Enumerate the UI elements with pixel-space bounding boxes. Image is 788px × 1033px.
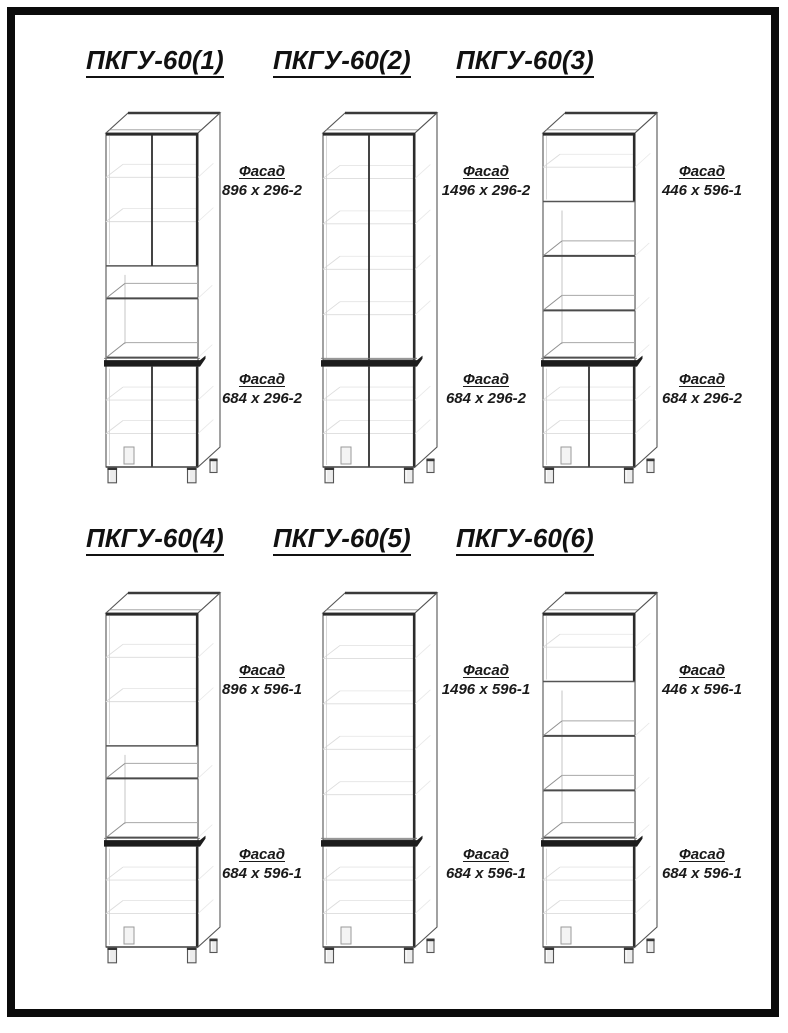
facade-label-bottom: [216, 371, 308, 409]
cabinet-title: [86, 523, 224, 558]
cabinet-title-text: ПКГУ-60(5): [273, 524, 411, 556]
cabinet-title: [86, 45, 224, 80]
cabinet-drawing: [315, 589, 445, 969]
facade-label-top: [216, 662, 308, 700]
cabinet-title-text: ПКГУ-60(6): [456, 524, 594, 556]
cabinet-title-text: ПКГУ-60(2): [273, 46, 411, 78]
cabinet-title-text: ПКГУ-60(1): [86, 46, 224, 78]
facade-dims: 896 x 596-1: [221, 680, 303, 698]
cabinet-drawing: [535, 589, 665, 969]
cabinet-drawing: [98, 109, 228, 489]
facade-name: Фасад: [462, 371, 509, 388]
facade-name: Фасад: [238, 371, 285, 388]
cabinet-drawing: [315, 109, 445, 489]
facade-label-bottom: [216, 846, 308, 884]
cabinet-title: [456, 523, 594, 558]
facade-name: Фасад: [462, 846, 509, 863]
facade-name: Фасад: [678, 846, 725, 863]
facade-dims: 446 x 596-1: [661, 680, 743, 698]
facade-name: Фасад: [462, 662, 509, 679]
cabinet-title-text: ПКГУ-60(4): [86, 524, 224, 556]
facade-label-bottom: [440, 371, 532, 409]
facade-dims: 684 x 296-2: [445, 389, 527, 407]
facade-label-bottom: [656, 371, 748, 409]
facade-dims: 684 x 296-2: [661, 389, 743, 407]
facade-name: Фасад: [462, 163, 509, 180]
facade-dims: 1496 x 596-1: [441, 680, 531, 698]
facade-dims: 684 x 596-1: [221, 864, 303, 882]
facade-dims: 896 x 296-2: [221, 181, 303, 199]
facade-dims: 446 x 596-1: [661, 181, 743, 199]
facade-label-top: [440, 163, 532, 201]
facade-dims: 684 x 296-2: [221, 389, 303, 407]
cabinet-title: [456, 45, 594, 80]
facade-label-bottom: [440, 846, 532, 884]
cabinet-drawing: [98, 589, 228, 969]
facade-name: Фасад: [678, 163, 725, 180]
cabinet-title: [273, 45, 411, 80]
cabinet-drawing: [535, 109, 665, 489]
facade-label-top: [440, 662, 532, 700]
facade-dims: 1496 x 296-2: [441, 181, 531, 199]
facade-label-top: [656, 163, 748, 201]
facade-label-bottom: [656, 846, 748, 884]
facade-name: Фасад: [678, 662, 725, 679]
facade-dims: 684 x 596-1: [445, 864, 527, 882]
facade-name: Фасад: [238, 662, 285, 679]
facade-name: Фасад: [678, 371, 725, 388]
cabinet-title-text: ПКГУ-60(3): [456, 46, 594, 78]
facade-label-top: [656, 662, 748, 700]
facade-name: Фасад: [238, 163, 285, 180]
facade-name: Фасад: [238, 846, 285, 863]
facade-label-top: [216, 163, 308, 201]
facade-dims: 684 x 596-1: [661, 864, 743, 882]
cabinet-title: [273, 523, 411, 558]
